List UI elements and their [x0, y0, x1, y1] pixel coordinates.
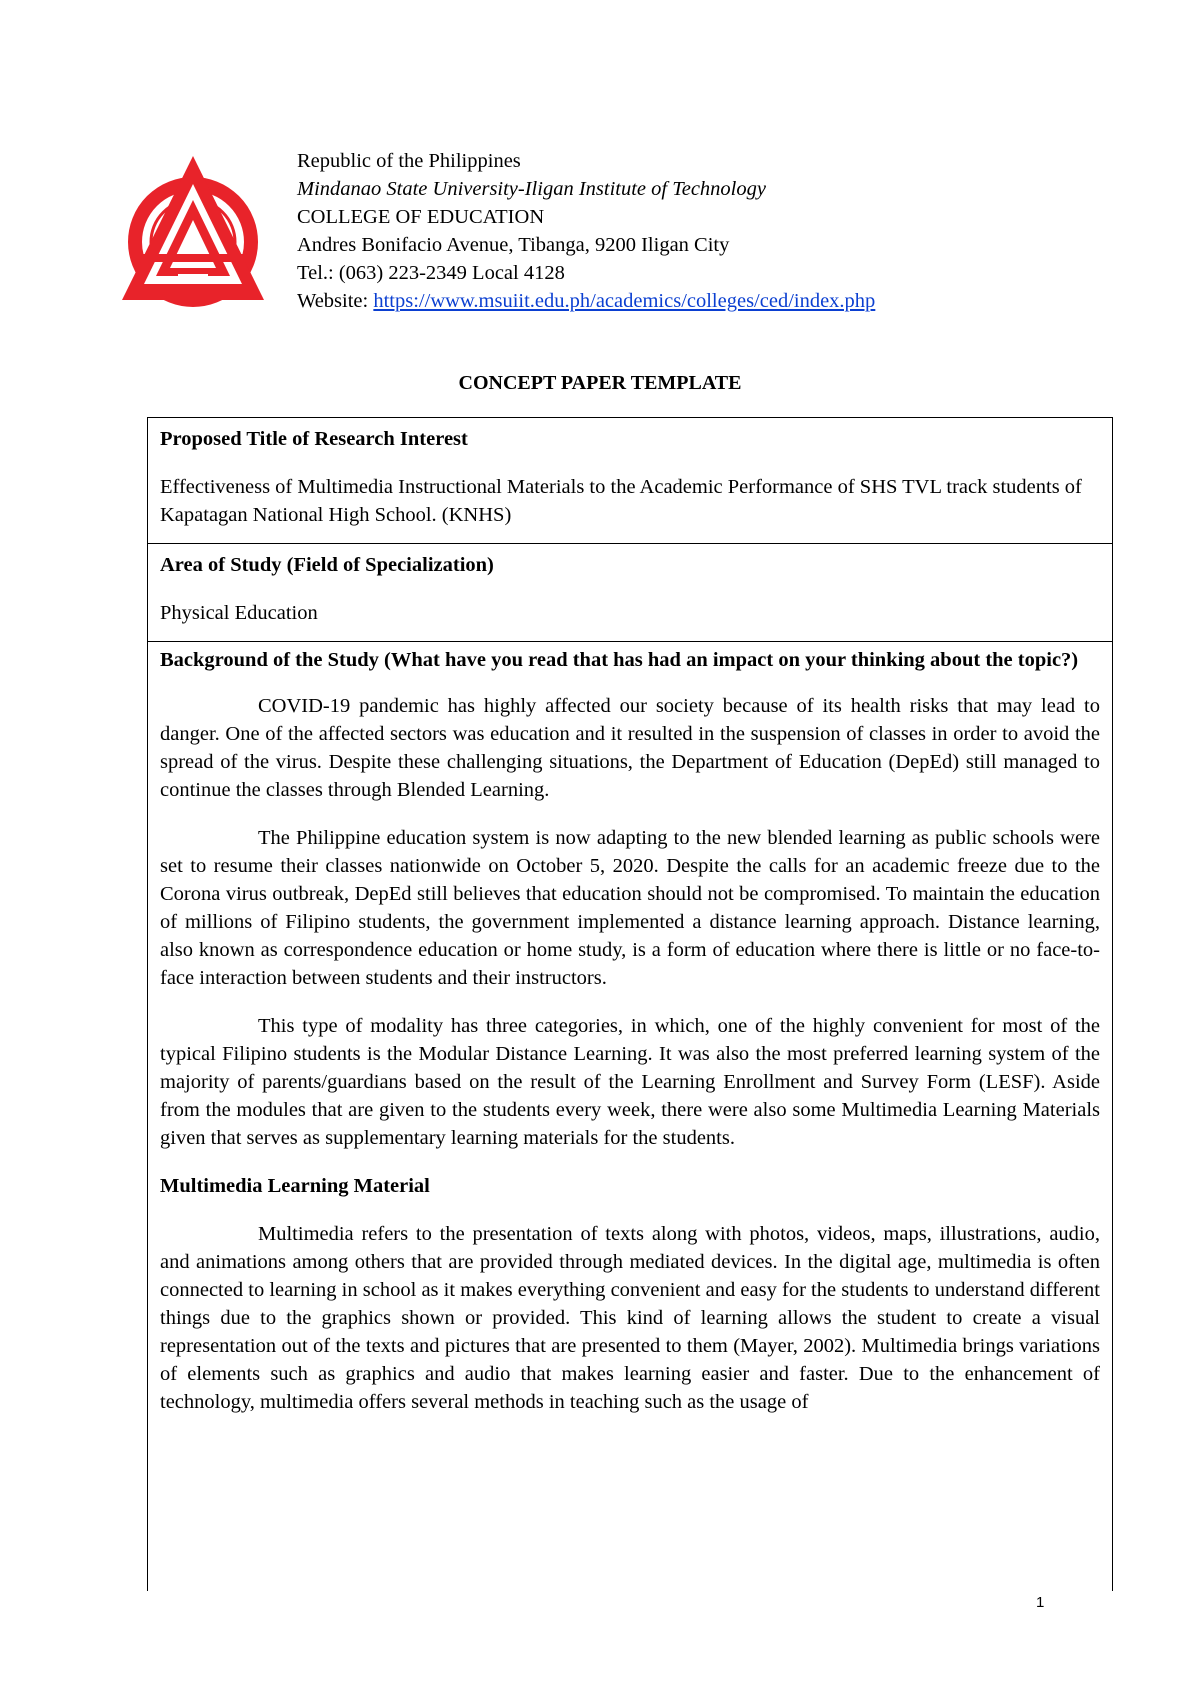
- background-cell: [148, 642, 1112, 1592]
- website-label: Website:: [297, 290, 374, 312]
- website-link[interactable]: https://www.msuiit.edu.ph/academics/colleges/ced/index.php: [373, 290, 876, 312]
- country-line: Republic of the Philippines: [297, 150, 521, 172]
- background-heading: Background of the Study (What have you read that has had an impact on your thinking about the topic?): [160, 649, 1079, 671]
- background-paragraph: The Philippine education system is now adapting to the new blended learning as public schools were set to resume their classes nationwide on October 5, 2020. Despite the calls for an academic freeze due to the Corona virus outbreak, DepEd still believes that education should not be compromised. To maintain the education of millions of Filipino students, the government implemented a distance learning approach. Distance learning, also known as correspondence education or home study, is a form of education where there is little or no face-to-face interaction between students and their instructors.: [160, 827, 1100, 989]
- institution-header: [297, 147, 875, 315]
- address-line: Andres Bonifacio Avenue, Tibanga, 9200 Iligan City: [297, 234, 730, 256]
- website-line: [297, 287, 875, 315]
- college-name: COLLEGE OF EDUCATION: [297, 206, 545, 228]
- page-number: 1: [1036, 1594, 1045, 1611]
- document-title: CONCEPT PAPER TEMPLATE: [458, 372, 742, 394]
- proposed-title-text: Effectiveness of Multimedia Instructional Materials to the Academic Performance of SHS TVL track students of Kapatagan National High School. (KNHS): [160, 476, 1082, 526]
- area-of-study-heading: Area of Study (Field of Specialization): [160, 554, 494, 576]
- university-seal-logo: [118, 150, 268, 320]
- multimedia-paragraph: Multimedia refers to the presentation of texts along with photos, videos, maps, illustrations, audio, and animations among others that are provided through mediated devices. In the digital age, multimedia is often connected to learning in school as it makes everything convenient and easy for the students to understand different things due to the graphics shown or provided. This kind of learning allows the student to create a visual representation out of the texts and pictures that are presented to them (Mayer, 2002). Multimedia brings variations of elements such as graphics and audio that makes learning easier and faster. Due to the enhancement of technology, multimedia offers several methods in teaching such as the usage of: [160, 1223, 1100, 1413]
- area-of-study-text: Physical Education: [160, 602, 318, 624]
- background-paragraph: COVID-19 pandemic has highly affected our society because of its health risks that may lead to danger. One of the affected sectors was education and it resulted in the suspension of classes in order to avoid the spread of the virus. Despite these challenging situations, the Department of Education (DepEd) still managed to continue the classes through Blended Learning.: [160, 695, 1100, 801]
- proposed-title-heading: Proposed Title of Research Interest: [160, 428, 468, 450]
- proposed-title-cell: [148, 418, 1112, 544]
- concept-paper-table: [147, 417, 1113, 1591]
- multimedia-subheading: Multimedia Learning Material: [160, 1175, 430, 1197]
- telephone-line: Tel.: (063) 223-2349 Local 4128: [297, 262, 565, 284]
- area-of-study-cell: [148, 544, 1112, 642]
- background-paragraph: This type of modality has three categories, in which, one of the highly convenient for most of the typical Filipino students is the Modular Distance Learning. It was also the most preferred learning system of the majority of parents/guardians based on the result of the Learning Enrollment and Survey Form (LESF). Aside from the modules that are given to the students every week, there were also some Multimedia Learning Materials given that serves as supplementary learning materials for the students.: [160, 1015, 1100, 1149]
- university-name: Mindanao State University-Iligan Institute of Technology: [297, 178, 766, 200]
